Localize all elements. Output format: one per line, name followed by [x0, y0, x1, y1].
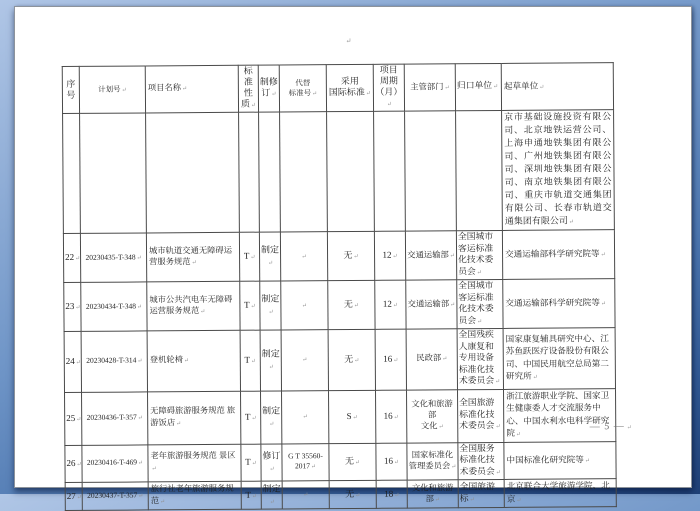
cell-dept: 交通运输部 ↵: [405, 231, 456, 280]
cell-revision: 制定 ↵: [261, 391, 282, 444]
paragraph-mark-icon: ↵: [345, 37, 352, 46]
cell-period: 18 ↵: [376, 480, 407, 508]
cell-nature: T ↵: [241, 444, 261, 482]
cell-plan-no: 20230435-T-348 ↵: [80, 233, 146, 282]
cell-dept: 文化和旅游部 ↵: [407, 480, 458, 508]
cell-org: [456, 110, 503, 230]
cell-nature: T ↵: [240, 281, 260, 330]
column-header-dept: 主管部门 ↵: [404, 64, 455, 111]
cell-intl-std: 无 ↵: [327, 231, 374, 280]
column-header-period: 项目 周期 （月） ↵: [373, 64, 404, 111]
cell-intl-std: 无 ↵: [329, 480, 376, 508]
cell-period: 12 ↵: [374, 231, 405, 280]
cell-org: 全国服务标准化技术委员会 ↵: [458, 442, 504, 480]
cell-revision: 修订 ↵: [261, 444, 282, 482]
cell-drafter: 浙江旅游职业学院、国家卫生健康委人才交流服务中心、中国水利水电科学研究院 ↵: [503, 388, 615, 442]
cell-intl-std: S ↵: [328, 390, 375, 443]
cell-period: 16 ↵: [375, 390, 406, 443]
cell-project: 城市公共汽电车无障碍运营服务规范 ↵: [147, 281, 240, 331]
cell-intl-std: [327, 111, 375, 231]
cell-drafter: 北京联合大学旅游学院、北京 ↵: [504, 479, 616, 508]
column-header-nature: 标准 性质 ↵: [238, 65, 258, 112]
cell-drafter: 中国标准化研究院等 ↵: [504, 441, 616, 479]
cell-revision: 制定 ↵: [259, 232, 280, 281]
cell-seq: 26 ↵: [65, 445, 82, 483]
cell-org: 全国旅游标准化技术委员会 ↵: [457, 389, 503, 442]
column-header-org: 归口单位 ↵: [455, 63, 501, 110]
table-row-23: [64, 279, 615, 332]
cell-org: 全国残疾人康复和专用设备标准化技术委员会 ↵: [457, 328, 503, 389]
cell-nature: T ↵: [241, 391, 261, 444]
cell-seq: 22 ↵: [63, 233, 80, 282]
cell-seq: 24 ↵: [64, 331, 81, 392]
page-number: — 5 — ↵: [556, 421, 666, 433]
cell-dept: [405, 111, 457, 231]
cell-seq: 27 ↵: [65, 482, 82, 510]
document-page: [14, 6, 692, 505]
cell-dept: 国家标准化管理委员会 ↵: [407, 442, 458, 480]
cell-dept: 文化和旅游部 文化 ↵: [406, 389, 457, 442]
column-header-drafter: 起草单位 ↵: [501, 63, 613, 111]
cell-plan-no: 20230436-T-357 ↵: [82, 391, 148, 444]
table-row-24: [64, 328, 615, 392]
cell-nature: T ↵: [240, 330, 260, 391]
cell-project: 无障碍旅游服务规范 旅游饭店 ↵: [148, 391, 241, 445]
cell-plan-no: 20230416-T-469 ↵: [82, 444, 148, 482]
scanned-content: [13, 5, 692, 505]
cell-period: 12 ↵: [375, 280, 406, 329]
cell-project: [146, 112, 240, 233]
table-row-22: [63, 230, 614, 283]
cell-period: 16 ↵: [375, 329, 406, 390]
cell-seq: [63, 113, 81, 233]
cell-revision: 制定 ↵: [261, 481, 282, 509]
column-header-plan-no: 计划号 ↵: [79, 66, 145, 113]
cell-plan-no: [80, 113, 147, 233]
cell-org: 全国城市客运标准化技术委员会 ↵: [456, 230, 502, 279]
cell-replaced: [280, 112, 328, 232]
cell-nature: [239, 112, 260, 232]
cell-project: 老年旅游服务规范 景区 ↵: [148, 444, 241, 482]
cell-revision: [259, 112, 281, 232]
cell-drafter: 京市基础设施投资有限公司、北京地铁运营公司、上海申通地铁集团有限公司、广州地铁集团有限公司、深圳地铁集团有限公司、南京地铁集团有限公司、重庆市轨道交通集团有限公司、长春市轨道交通集团有限公司 ↵: [502, 110, 615, 231]
cell-plan-no: 20230434-T-348 ↵: [81, 282, 147, 331]
cell-org: 全国城市客运标准化技术委员会 ↵: [457, 279, 503, 328]
column-header-revision: 制修 订 ↵: [258, 65, 279, 112]
cell-project: 城市轨道交通无障碍运营服务规范 ↵: [146, 232, 239, 282]
cell-nature: T ↵: [241, 481, 261, 509]
cell-dept: 民政部 ↵: [406, 329, 457, 390]
cell-replaced: G T 35560-2017 ↵: [282, 443, 329, 481]
cell-drafter: 交通运输部科学研究院等 ↵: [502, 230, 614, 280]
column-header-intl-std: 采用 国际标准 ↵: [326, 64, 373, 111]
cell-replaced: [280, 232, 327, 281]
cell-plan-no: 20230428-T-314 ↵: [81, 331, 147, 392]
cell-replaced: [282, 390, 329, 443]
cell-drafter: 国家康复辅具研究中心、江苏鱼跃医疗设备股份有限公司、中国民用航空总局第二研究所 ↵: [503, 328, 615, 389]
cell-project: 登机轮椅 ↵: [147, 330, 240, 391]
cell-period: [374, 111, 406, 231]
cell-replaced: [281, 281, 328, 330]
table-row-26: [65, 441, 616, 482]
cell-revision: 制定 ↵: [260, 281, 281, 330]
cell-replaced: [281, 330, 328, 391]
cell-seq: 25 ↵: [65, 392, 82, 445]
cell-nature: T ↵: [239, 232, 259, 281]
cell-period: 16 ↵: [376, 443, 407, 481]
table-row-25: [65, 388, 616, 445]
cell-project: 旅行社老年旅游服务规范 ↵: [148, 481, 241, 510]
column-header-seq: 序号: [62, 66, 79, 113]
table-row-continuation: [63, 110, 615, 234]
cell-intl-std: 无 ↵: [328, 329, 375, 390]
cell-dept: 交通运输部 ↵: [406, 280, 457, 329]
cell-replaced: [282, 481, 329, 509]
cell-intl-std: 无 ↵: [328, 280, 375, 329]
cell-revision: 制定 ↵: [260, 330, 281, 391]
cell-seq: 23 ↵: [64, 282, 81, 331]
cell-plan-no: 20230437-T-357 ↵: [82, 482, 148, 510]
column-header-project: 项目名称 ↵: [145, 65, 238, 113]
table-header-row: [62, 63, 613, 114]
column-header-replaced: 代替 标准号 ↵: [279, 65, 326, 112]
cell-drafter: 交通运输部科学研究院等 ↵: [503, 279, 615, 329]
table-row-27: [65, 479, 616, 511]
cell-intl-std: 无 ↵: [329, 443, 376, 481]
standards-plan-table: [62, 62, 617, 511]
cell-org: 全国旅游标 ↵: [458, 479, 504, 507]
